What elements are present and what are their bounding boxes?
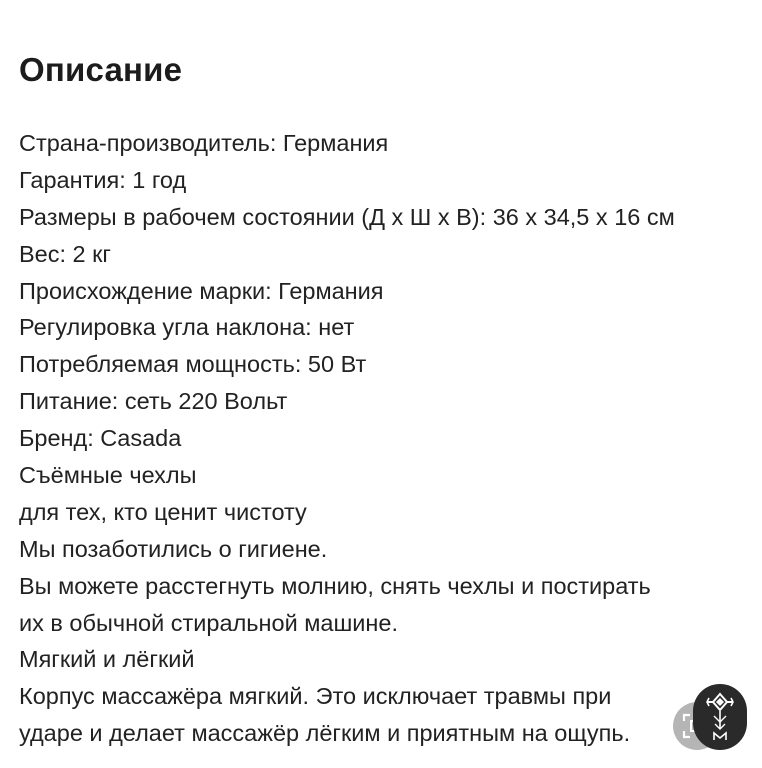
text-line: Мы позаботились о гигиене. bbox=[19, 535, 328, 562]
spec-line-warranty: Гарантия: 1 год bbox=[19, 166, 187, 193]
spec-line-tilt: Регулировка угла наклона: нет bbox=[19, 314, 355, 341]
text-line: их в обычной стиральной машине. bbox=[19, 609, 399, 636]
text-line: Корпус массажёра мягкий. Это исключает травмы при bbox=[19, 683, 612, 710]
spec-line-brand: Бренд: Casada bbox=[19, 425, 182, 452]
spec-line-weight: Вес: 2 кг bbox=[19, 240, 112, 267]
text-line: для тех, кто ценит чистоту bbox=[19, 498, 307, 525]
page-title: Описание bbox=[19, 51, 183, 88]
text-line: Вы можете расстегнуть молнию, снять чехлы и постирать bbox=[19, 572, 651, 599]
floating-widget[interactable] bbox=[671, 684, 751, 764]
spec-line-country: Страна-производитель: Германия bbox=[19, 130, 389, 156]
spec-line-brand-origin: Происхождение марки: Германия bbox=[19, 277, 384, 304]
ornament-logo-icon bbox=[693, 684, 747, 750]
text-line: Мягкий и лёгкий bbox=[19, 646, 195, 673]
text-line: Съёмные чехлы bbox=[19, 462, 197, 489]
spec-line-supply: Питание: сеть 220 Вольт bbox=[19, 388, 288, 415]
text-line: ударе и делает массажёр лёгким и приятным на ощупь. bbox=[19, 720, 631, 747]
spec-line-power: Потребляемая мощность: 50 Вт bbox=[19, 351, 367, 378]
app-logo-button[interactable] bbox=[693, 684, 747, 750]
spec-line-dimensions: Размеры в рабочем состоянии (Д x Ш x В): 36 x 34,5 x 16 см bbox=[19, 203, 675, 230]
description-body bbox=[19, 125, 749, 752]
